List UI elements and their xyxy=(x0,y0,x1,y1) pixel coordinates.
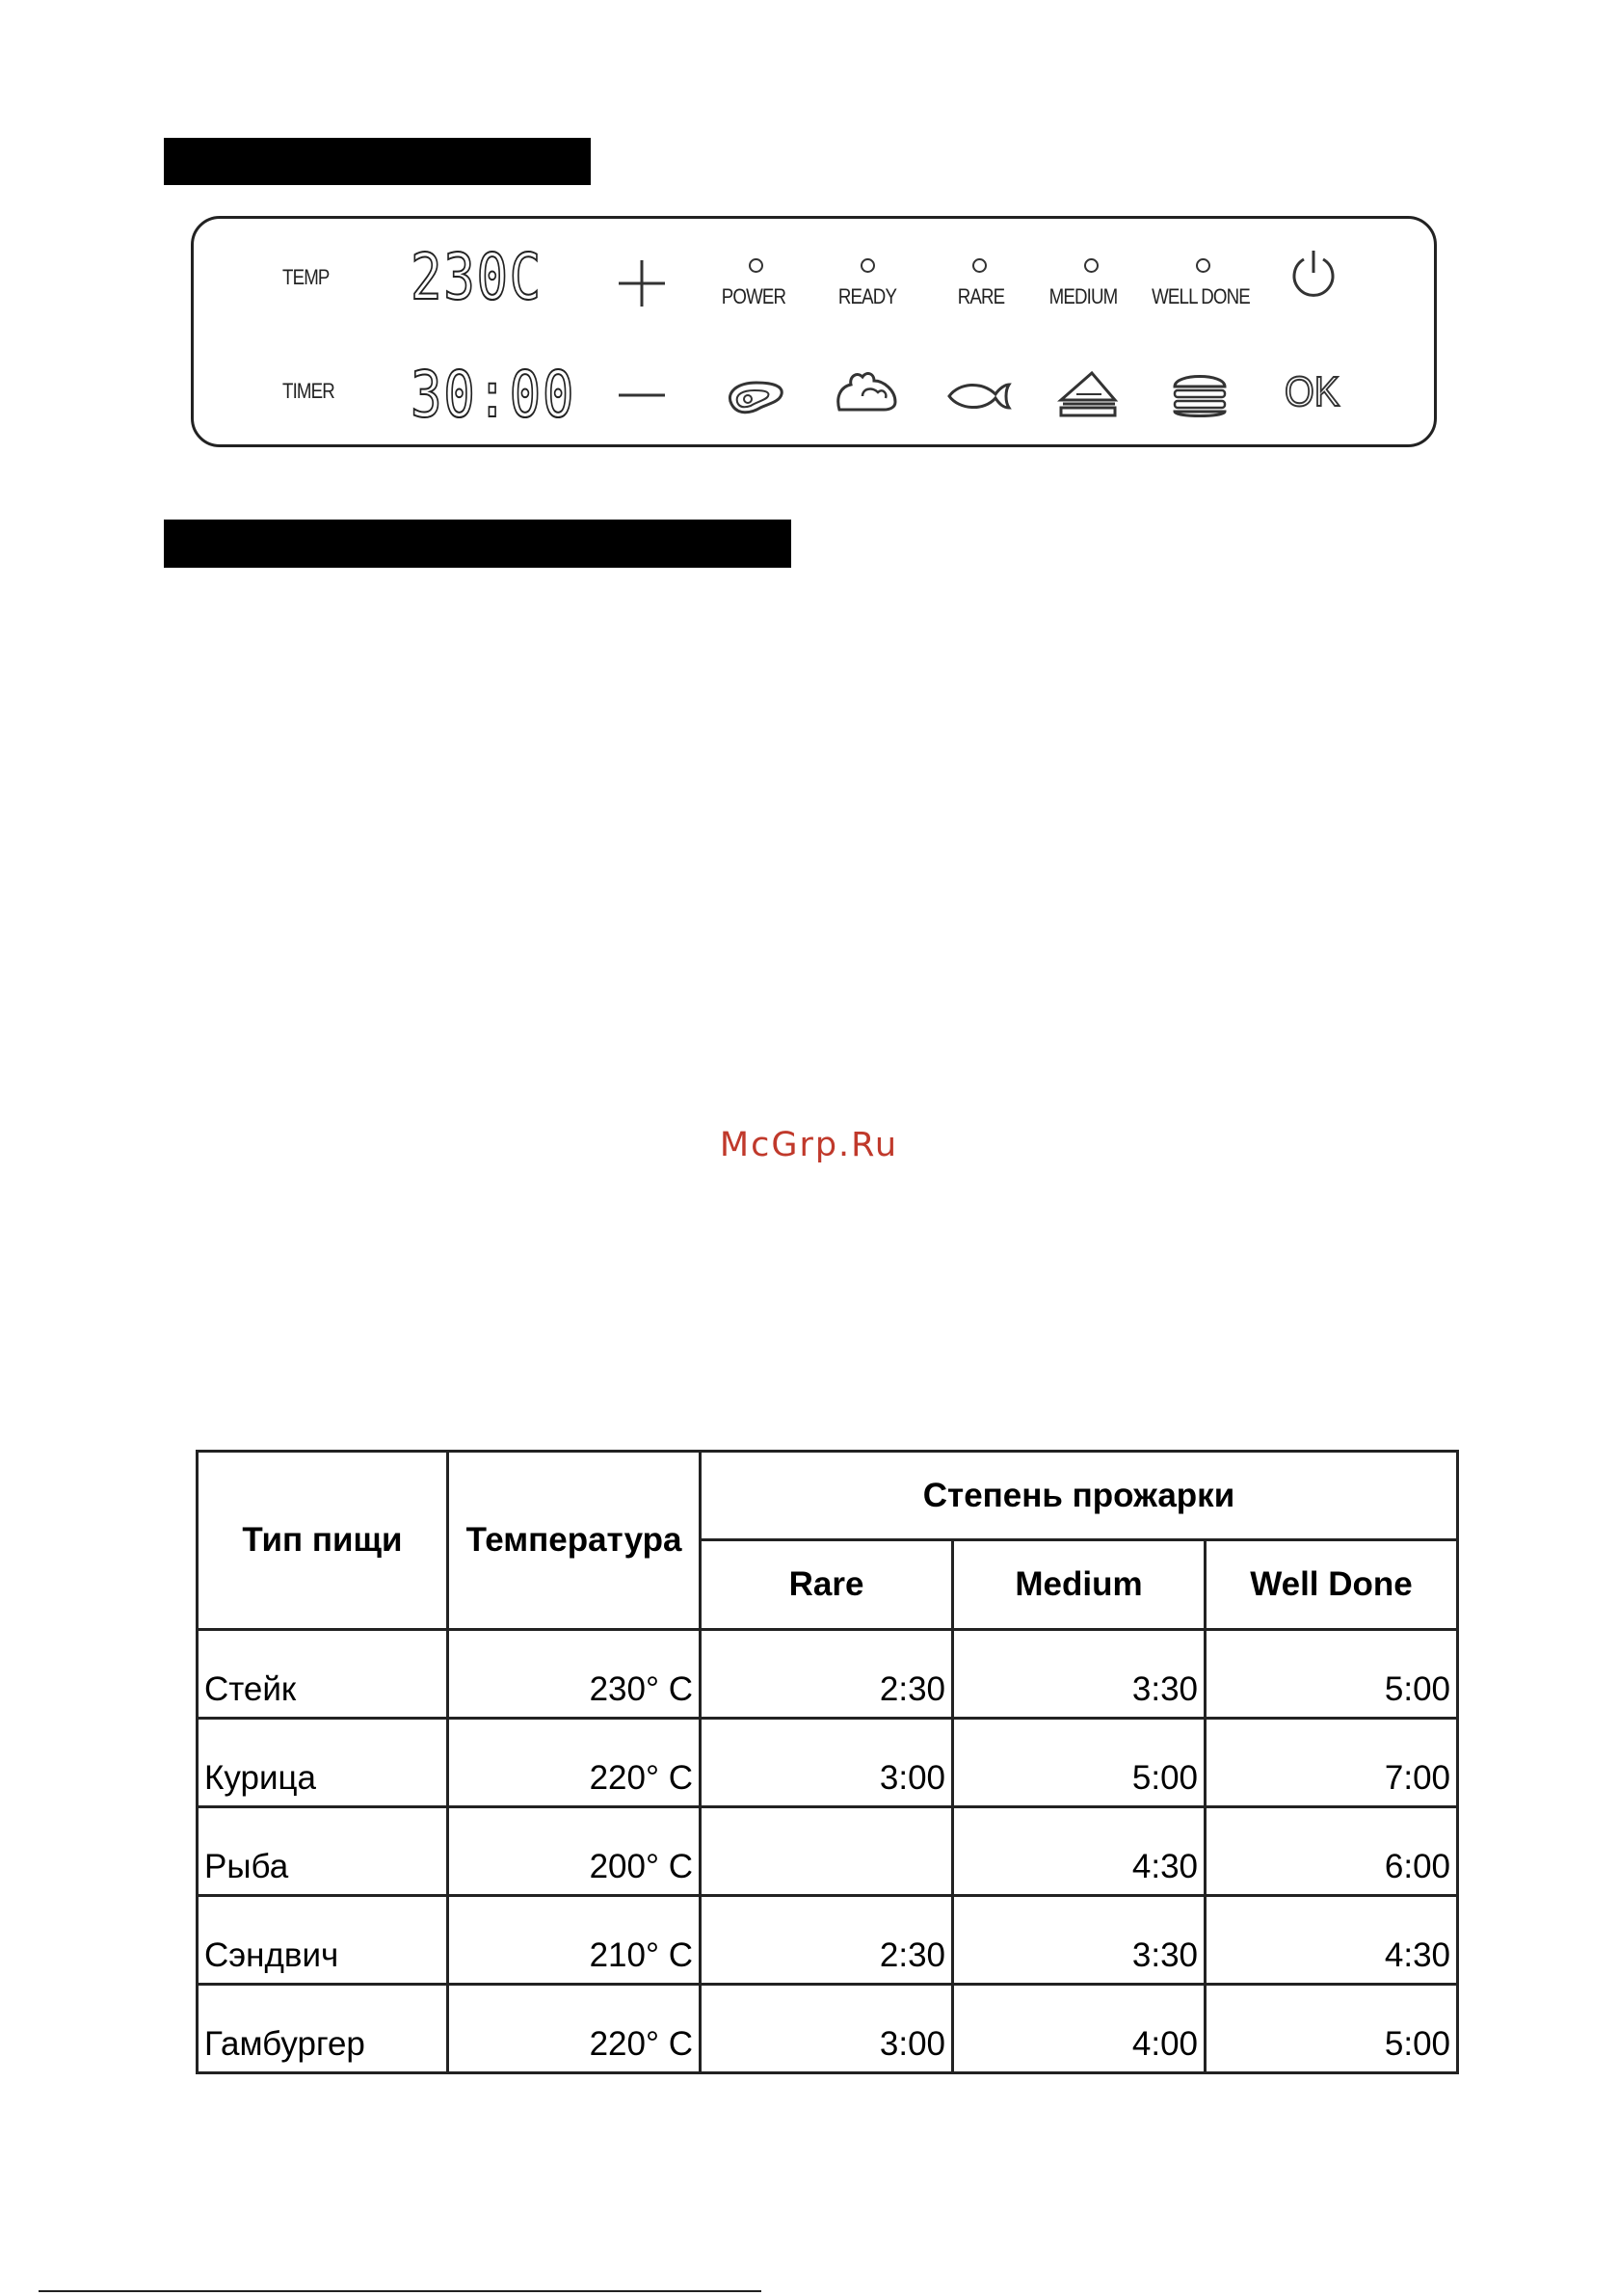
welldone-indicator-label: WELL DONE xyxy=(1152,284,1250,308)
rare-cell: 2:30 xyxy=(701,1630,953,1719)
power-indicator-label: POWER xyxy=(721,284,786,308)
control-panel xyxy=(191,216,1437,447)
welldone-cell: 6:00 xyxy=(1206,1807,1458,1896)
timer-display: 30:00 xyxy=(411,358,576,432)
temp-cell: 230° C xyxy=(448,1630,701,1719)
temp-label: TEMP xyxy=(282,265,330,289)
rare-indicator-label: RARE xyxy=(957,284,1005,308)
section-heading-bar-1 xyxy=(164,138,591,185)
table-row xyxy=(198,1630,1458,1719)
welldone-cell: 4:30 xyxy=(1206,1896,1458,1985)
medium-cell: 4:30 xyxy=(953,1807,1206,1896)
welldone-cell: 5:00 xyxy=(1206,1630,1458,1719)
power-led xyxy=(749,258,763,273)
ready-led xyxy=(861,258,875,273)
temp-display: 230C xyxy=(411,240,543,314)
temp-cell: 220° C xyxy=(448,1719,701,1807)
header-temperature: Температура xyxy=(448,1452,701,1630)
fish-icon[interactable] xyxy=(945,377,1013,415)
rare-cell: 2:30 xyxy=(701,1896,953,1985)
rare-cell: 3:00 xyxy=(701,1719,953,1807)
plus-icon[interactable] xyxy=(616,257,668,309)
ready-indicator-label: READY xyxy=(837,284,897,308)
minus-icon[interactable] xyxy=(616,390,668,400)
header-doneness: Степень прожарки xyxy=(701,1452,1458,1540)
welldone-cell: 7:00 xyxy=(1206,1719,1458,1807)
timer-label: TIMER xyxy=(282,379,334,403)
section-heading-bar-2 xyxy=(164,520,791,568)
power-icon[interactable] xyxy=(1287,248,1339,304)
temp-cell: 200° C xyxy=(448,1807,701,1896)
food-cell: Гамбургер xyxy=(198,1985,448,2073)
watermark-text: McGrp.Ru xyxy=(719,1126,899,1164)
table-row xyxy=(198,1896,1458,1985)
medium-cell: 4:00 xyxy=(953,1985,1206,2073)
food-cell: Стейк xyxy=(198,1630,448,1719)
medium-cell: 5:00 xyxy=(953,1719,1206,1807)
hamburger-icon[interactable] xyxy=(1169,365,1231,421)
sandwich-icon[interactable] xyxy=(1057,367,1119,419)
footer-divider xyxy=(39,2290,761,2292)
food-cell: Сэндвич xyxy=(198,1896,448,1985)
header-food-type: Тип пищи xyxy=(198,1452,448,1630)
welldone-cell: 5:00 xyxy=(1206,1985,1458,2073)
steak-icon[interactable] xyxy=(724,375,787,419)
table-row xyxy=(198,1807,1458,1896)
temp-cell: 210° C xyxy=(448,1896,701,1985)
welldone-led xyxy=(1196,258,1210,273)
temp-cell: 220° C xyxy=(448,1985,701,2073)
medium-cell: 3:30 xyxy=(953,1896,1206,1985)
rare-cell: 3:00 xyxy=(701,1985,953,2073)
rare-led xyxy=(972,258,987,273)
medium-led xyxy=(1084,258,1099,273)
header-welldone: Well Done xyxy=(1206,1540,1458,1630)
cooking-table xyxy=(196,1450,1459,2074)
food-cell: Рыба xyxy=(198,1807,448,1896)
header-rare: Rare xyxy=(701,1540,953,1630)
ok-button[interactable]: OK xyxy=(1285,368,1340,415)
food-cell: Курица xyxy=(198,1719,448,1807)
medium-indicator-label: MEDIUM xyxy=(1048,284,1118,308)
table-row xyxy=(198,1985,1458,2073)
chicken-icon[interactable] xyxy=(834,367,901,419)
table-row xyxy=(198,1719,1458,1807)
rare-cell xyxy=(701,1807,953,1896)
medium-cell: 3:30 xyxy=(953,1630,1206,1719)
header-medium: Medium xyxy=(953,1540,1206,1630)
